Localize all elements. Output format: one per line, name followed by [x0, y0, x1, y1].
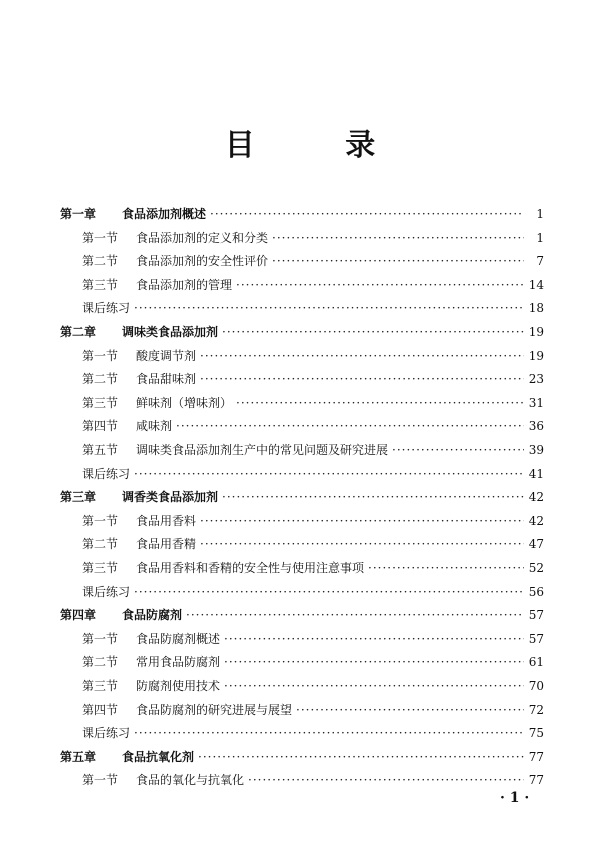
section-title: 食品用香料 [136, 513, 197, 528]
dot-leader [200, 511, 524, 531]
dot-leader [200, 346, 524, 366]
section-number: 第一节 [82, 348, 119, 363]
dot-leader [272, 228, 524, 248]
page-ref: 61 [528, 655, 544, 670]
section-title: 课后练习 [82, 726, 131, 741]
page-ref: 19 [528, 348, 544, 363]
page-ref: 57 [528, 631, 544, 646]
dot-leader [248, 770, 524, 790]
dot-leader [236, 275, 524, 295]
dot-leader [134, 464, 524, 484]
page-ref: 47 [528, 537, 544, 552]
dot-leader [296, 700, 524, 720]
page-ref: 41 [528, 466, 544, 481]
page-ref: 77 [528, 773, 544, 788]
toc-section-entry [60, 346, 544, 366]
toc-section-entry [60, 558, 544, 578]
section-title: 调味类食品添加剂生产中的常见问题及研究进展 [136, 443, 389, 457]
toc-section-entry [60, 275, 544, 295]
chapter-number: 第一章 [60, 207, 97, 221]
page-ref: 57 [528, 608, 544, 623]
dot-leader [222, 487, 524, 507]
chapter-number: 第三章 [60, 490, 97, 505]
dot-leader [224, 676, 524, 696]
page-ref: 19 [528, 325, 544, 339]
dot-leader [368, 558, 524, 578]
page-ref: 18 [528, 301, 544, 316]
page-title: 目 录 [224, 128, 416, 163]
section-title: 常用食品防腐剂 [136, 655, 221, 670]
section-number: 第一节 [82, 230, 119, 245]
chapter-number: 第五章 [60, 749, 97, 764]
section-number: 第一节 [82, 631, 119, 646]
page-ref: 1 [536, 207, 544, 221]
page-ref: 42 [528, 490, 544, 505]
toc-section-entry [60, 534, 544, 554]
dot-leader [392, 440, 524, 460]
section-title: 食品添加剂的安全性评价 [136, 254, 269, 269]
page-ref: 77 [528, 749, 544, 764]
toc-section-entry [60, 369, 544, 389]
page-ref: 14 [528, 277, 544, 292]
toc-section-entry [60, 393, 544, 413]
section-title: 咸味剂 [136, 419, 173, 434]
page-ref: 31 [528, 395, 544, 410]
chapter-title: 调香类食品添加剂 [122, 490, 219, 505]
toc-chapter-entry [60, 204, 544, 224]
dot-leader [200, 369, 524, 389]
toc-section-entry [60, 723, 544, 743]
section-number: 第二节 [82, 655, 119, 670]
toc-section-entry [60, 251, 544, 271]
page-ref: 75 [528, 726, 544, 741]
section-number: 第三节 [82, 395, 119, 410]
toc-section-entry [60, 464, 544, 484]
section-title: 鲜味剂（增味剂） [136, 395, 233, 410]
dot-leader [224, 652, 524, 672]
section-number: 第一节 [82, 513, 119, 528]
section-title: 酸度调节剂 [136, 348, 197, 363]
toc-chapter-entry [60, 322, 544, 342]
page-ref: 52 [528, 561, 544, 575]
dot-leader [176, 416, 524, 436]
chapter-number: 第二章 [60, 325, 97, 339]
page-ref: 23 [528, 372, 544, 387]
toc-section-entry [60, 416, 544, 436]
page-ref: 7 [536, 254, 544, 269]
section-number: 第一节 [82, 773, 119, 788]
section-title: 课后练习 [82, 584, 131, 599]
dot-leader [186, 605, 524, 625]
section-title: 食品防腐剂概述 [136, 631, 221, 646]
toc-section-entry [60, 511, 544, 531]
section-number: 第二节 [82, 537, 119, 552]
dot-leader [198, 747, 524, 767]
toc-section-entry [60, 440, 544, 460]
section-title: 食品防腐剂的研究进展与展望 [136, 702, 293, 717]
section-title: 课后练习 [82, 301, 131, 316]
dot-leader [134, 723, 524, 743]
section-title: 食品用香精 [136, 537, 197, 552]
dot-leader [200, 534, 524, 554]
dot-leader [134, 298, 524, 318]
toc-section-entry [60, 770, 544, 790]
section-number: 第二节 [82, 254, 119, 269]
section-title: 食品甜味剂 [136, 372, 197, 387]
toc-chapter-entry [60, 747, 544, 767]
toc-section-entry [60, 629, 544, 649]
chapter-title: 调味类食品添加剂 [122, 325, 219, 339]
chapter-title: 食品防腐剂 [122, 608, 183, 623]
toc-section-entry [60, 228, 544, 248]
section-number: 第三节 [82, 679, 119, 693]
toc-section-entry [60, 298, 544, 318]
page-ref: 72 [528, 702, 544, 717]
page-ref: 1 [536, 230, 544, 245]
toc-chapter-entry [60, 487, 544, 507]
page-number: · 1 · [500, 790, 530, 806]
page-ref: 39 [528, 443, 544, 457]
section-number: 第四节 [82, 419, 119, 434]
page-ref: 70 [528, 679, 544, 693]
toc-section-entry [60, 700, 544, 720]
section-title: 食品的氧化与抗氧化 [136, 773, 245, 788]
page-ref: 42 [528, 513, 544, 528]
section-title: 食品用香料和香精的安全性与使用注意事项 [136, 561, 365, 575]
section-title: 防腐剂使用技术 [136, 679, 221, 693]
section-number: 第二节 [82, 372, 119, 387]
chapter-title: 食品添加剂概述 [122, 207, 207, 221]
section-number: 第三节 [82, 277, 119, 292]
page-ref: 36 [528, 419, 544, 434]
toc-section-entry [60, 676, 544, 696]
dot-leader [210, 204, 524, 224]
chapter-number: 第四章 [60, 608, 97, 623]
toc-section-entry [60, 652, 544, 672]
dot-leader [236, 393, 524, 413]
section-title: 食品添加剂的管理 [136, 277, 233, 292]
section-number: 第四节 [82, 702, 119, 717]
chapter-title: 食品抗氧化剂 [122, 749, 195, 764]
dot-leader [222, 322, 524, 342]
dot-leader [224, 629, 524, 649]
dot-leader [134, 582, 524, 602]
page-ref: 56 [528, 584, 544, 599]
dot-leader [272, 251, 524, 271]
section-title: 课后练习 [82, 466, 131, 481]
section-number: 第五节 [82, 443, 119, 457]
toc-section-entry [60, 582, 544, 602]
toc-chapter-entry [60, 605, 544, 625]
section-title: 食品添加剂的定义和分类 [136, 230, 269, 245]
section-number: 第三节 [82, 561, 119, 575]
